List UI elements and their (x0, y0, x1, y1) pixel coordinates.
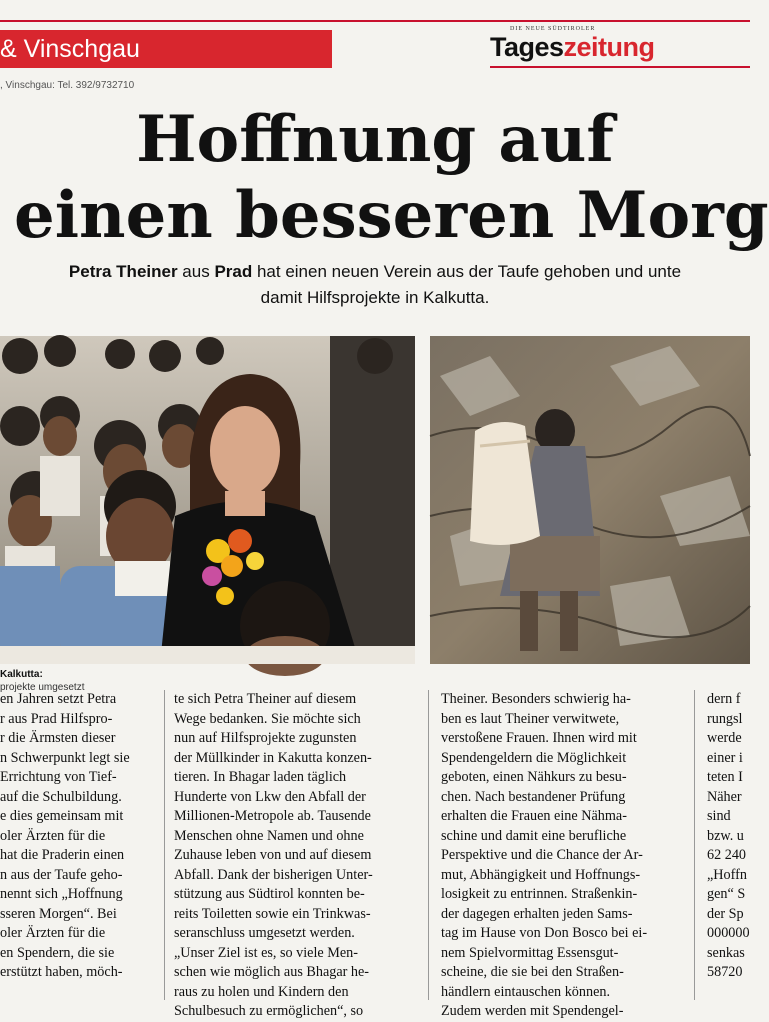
headline-line-2: einen besseren Morg (14, 178, 769, 253)
column-line: Theiner. Besonders schwierig ha- (441, 691, 631, 707)
column-line: teten I (707, 769, 743, 785)
column-line: Spendengeldern die Möglichkeit (441, 749, 627, 766)
column-2-text (174, 690, 418, 1022)
subhead-name: Petra Theiner (68, 262, 178, 281)
column-line: dern f (707, 691, 741, 707)
column-line: n Schwerpunkt legt sie (0, 749, 130, 766)
column-line: Näher (707, 788, 742, 805)
photo-landfill (430, 336, 750, 664)
column-line: Hunderte von Lkw den Abfall der (174, 788, 366, 805)
column-line: reits Toiletten sowie ein Trinkwas- (174, 905, 371, 922)
column-1-text (0, 690, 157, 983)
article-column-1 (0, 690, 157, 1000)
column-line: hat die Praderin einen (0, 847, 125, 863)
column-line: sseren Morgen“. Bei (0, 905, 117, 922)
column-line: raus zu holen und Kindern den (174, 983, 349, 1000)
column-line: te sich Petra Theiner auf diesem (174, 691, 357, 707)
column-line: Zuhause leben von und auf diesem (174, 847, 372, 863)
column-line: 62 240 (707, 847, 747, 863)
column-line: nem Spielvormittag Essensgut- (441, 944, 619, 961)
column-line: Errichtung von Tief- (0, 769, 117, 785)
column-line: r aus Prad Hilfspro- (0, 710, 113, 727)
column-line: der dagegen erhalten jeden Sams- (441, 905, 633, 922)
subheadline-line-2: damit Hilfsprojekte in Kalkutta. (260, 288, 490, 307)
caption-text: projekte umgesetzt (0, 682, 85, 693)
column-line: seranschluss umgesetzt werden. (174, 925, 355, 941)
column-line: schine und damit eine berufliche (441, 827, 627, 844)
column-line: auf die Schulbildung. (0, 788, 122, 805)
column-line: 000000 (707, 925, 750, 941)
column-line: senkas (707, 944, 745, 961)
newspaper-logo (490, 30, 655, 64)
column-4-text (707, 690, 750, 983)
column-line: nennt sich „Hoffnung (0, 886, 123, 902)
column-line: der Sp (707, 905, 744, 922)
column-line: erhalten die Frauen eine Nähma- (441, 808, 627, 824)
column-line: Schulbesuch zu ermöglichen“, so (174, 1003, 364, 1019)
column-line: nun auf Hilfsprojekte zugunsten (174, 730, 357, 746)
article-column-4 (707, 690, 750, 1000)
column-line: Perspektive und die Chance der Ar- (441, 847, 643, 863)
column-line: n aus der Taufe geho- (0, 866, 123, 883)
column-line: „Unser Ziel ist es, so viele Men- (174, 944, 358, 961)
subhead-rest: hat einen neuen Verein aus der Taufe gehoben und unte (252, 262, 682, 281)
column-line: Millionen-Metropole ab. Tausende (174, 808, 371, 824)
article-column-2 (174, 690, 418, 1019)
column-line: oler Ärzten für die (0, 925, 106, 941)
column-line: losigkeit zu entrinnen. Straßenkin- (441, 886, 638, 902)
column-line: e dies gemeinsam mit (0, 808, 124, 824)
section-label: & Vinschgau (0, 35, 140, 63)
column-line: verstoßene Frauen. Ihnen wird mit (441, 730, 637, 746)
logo-part-zeitung: zeitung (563, 32, 655, 62)
section-banner (0, 30, 332, 68)
column-line: en Jahren setzt Petra (0, 691, 117, 707)
column-line: werde (707, 730, 742, 746)
column-line: tag im Hause von Don Bosco bei ei- (441, 925, 648, 941)
column-line: sind (707, 808, 731, 824)
column-line: einer i (707, 749, 743, 766)
column-line: der Müllkinder in Kakutta konzen- (174, 749, 372, 766)
column-line: Menschen ohne Namen und ohne (174, 827, 364, 844)
column-line: geboten, einen Nähkurs zu besu- (441, 769, 627, 785)
column-line: rungsl (707, 710, 743, 727)
column-line: en Spendern, die sie (0, 944, 115, 961)
header-top-rule (0, 20, 750, 22)
column-line: mut, Abhängigkeit und Hoffnungs- (441, 866, 641, 883)
column-divider (164, 690, 165, 1000)
column-line: erstützt haben, möch- (0, 964, 123, 980)
column-line: „Hoffn (707, 866, 747, 883)
column-line: bzw. u (707, 827, 744, 844)
logo-part-tages: Tages (490, 32, 564, 62)
column-line: ben es laut Theiner verwitwete, (441, 710, 620, 727)
photo-classroom (0, 336, 415, 664)
subhead-place: Prad (214, 262, 253, 281)
column-line: r die Ärmsten dieser (0, 730, 116, 746)
subheadline-line-1 (0, 260, 750, 284)
article-column-3 (441, 690, 685, 1019)
column-line: oler Ärzten für die (0, 827, 106, 844)
column-line: tieren. In Bhagar laden täglich (174, 769, 347, 785)
column-3-text (441, 690, 685, 1022)
caption-bold: Kalkutta: (0, 669, 43, 680)
column-line: chen. Nach bestandener Prüfung (441, 788, 626, 805)
column-line: scheine, die sie bei den Straßen- (441, 964, 624, 980)
column-line: Wege bedanken. Sie möchte sich (174, 710, 361, 727)
column-line: Zudem werden mit Spendengel- (441, 1003, 624, 1019)
logo-tagline: DIE NEUE SÜDTIROLER (510, 26, 596, 32)
column-line: 58720 (707, 964, 743, 980)
column-divider (428, 690, 429, 1000)
column-line: gen“ S (707, 886, 746, 902)
contact-line: , Vinschgau: Tel. 392/9732710 (0, 80, 135, 91)
headline-line-1: Hoffnung auf (136, 102, 614, 177)
header-logo-rule (490, 66, 750, 68)
column-line: händlern eintauschen können. (441, 983, 611, 1000)
column-line: Abfall. Dank der bisherigen Unter- (174, 866, 373, 883)
column-line: stützung aus Südtirol konnten be- (174, 886, 365, 902)
subhead-mid: aus (177, 262, 215, 281)
column-divider (694, 690, 695, 1000)
column-line: schen wie möglich aus Bhagar he- (174, 964, 370, 980)
